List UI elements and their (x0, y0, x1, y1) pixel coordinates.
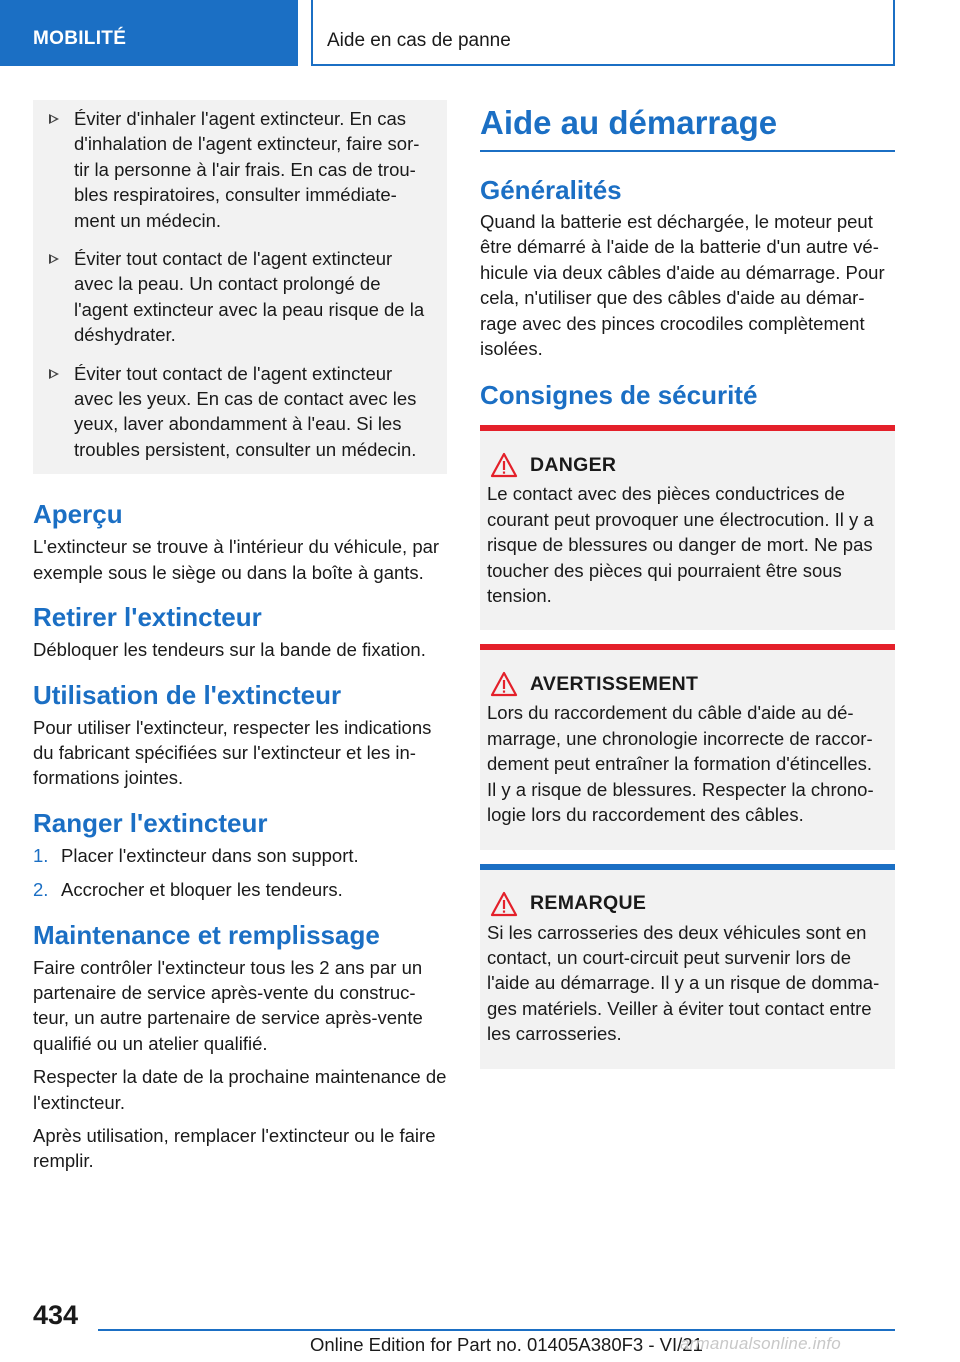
heading-consignes: Consignes de sécurité (480, 380, 758, 411)
step-number: 2. (33, 879, 49, 901)
generalites-text: Quand la batterie est déchargée, le moteur peut être démarré à l'aide de la batterie d'un autre vé-hicule via deux câbles d'aide au démarrage. Pour cela, n'utiliser que des câbles d'aide au démar-rage avec des pinces crocodiles complètement isolées. (480, 211, 885, 360)
maintenance-text: Après utilisation, remplacer l'extincteur ou le faire remplir. (33, 1124, 436, 1172)
page-header (0, 0, 960, 66)
utilisation-text: Pour utiliser l'extincteur, respecter les indications du fabricant spécifiées sur l'extincteur et les in-formations jointes. (33, 716, 432, 789)
page-number: 434 (33, 1300, 79, 1330)
avertissement-box (480, 644, 895, 849)
apercu-text: L'extincteur se trouve à l'intérieur du véhicule, par exemple sous le siège ou dans la boîte à gants. (33, 536, 440, 583)
right-column (480, 100, 895, 1069)
maintenance-text: Faire contrôler l'extincteur tous les 2 ans par un partenaire de service après-vente du construc-teur, un autre partenaire de service après-vente qualifié ou un atelier qualifié. (33, 956, 423, 1054)
triangle-bullet-icon (49, 369, 59, 379)
left-column (33, 100, 447, 1174)
remarque-title: REMARQUE (530, 892, 647, 914)
remarque-text: Si les carrosseries des deux véhicules sont en contact, un court-circuit peut survenir lors de l'aide au démarrage. Il y a un risque de domma-ges matériels. Veiller à éviter tout contact entre les carrosseries. (487, 921, 880, 1045)
retirer-text: Débloquer les tendeurs sur la bande de fixation. (33, 639, 426, 661)
danger-box (480, 425, 895, 630)
edition-text: Online Edition for Part no. 01405A380F3 - VI/21 (310, 1334, 703, 1355)
list-item: 2. Accrocher et bloquer les tendeurs. (33, 877, 447, 902)
maintenance-text: Respecter la date de la prochaine maintenance de l'extincteur. (33, 1066, 447, 1113)
warning-triangle-icon (490, 891, 518, 917)
heading-ranger: Ranger l'extincteur (33, 807, 268, 838)
heading-aide-demarrage: Aide au démarrage (480, 100, 895, 152)
danger-text: Le contact avec des pièces conductrices de courant peut provoquer une électrocution. Il y a risque de blessures ou danger de mort. Ne pas toucher des pièces qui pourraient être sous tension. (487, 483, 874, 607)
heading-retirer: Retirer l'extincteur (33, 602, 262, 633)
heading-maintenance: Maintenance et remplissage (33, 919, 380, 950)
section-label: MOBILITÉ (33, 28, 127, 49)
heading-apercu: Aperçu (33, 499, 123, 530)
safety-note-box (33, 100, 447, 474)
avertissement-text: Lors du raccordement du câble d'aide au dé-marrage, une chronologie incorrecte de raccor-dement peut entraîner la formation d'étincelles. Il y a risque de blessures. Respecter la chrono-logie lors du raccordement des câbles. (487, 702, 874, 826)
triangle-bullet-icon (49, 114, 59, 124)
avertissement-title: AVERTISSEMENT (530, 672, 699, 695)
triangle-bullet-icon (49, 254, 59, 264)
footer-divider (98, 1329, 895, 1331)
watermark-text: armanualsonline.info (680, 1334, 841, 1353)
list-item: Éviter d'inhaler l'agent extincteur. En cas d'inhalation de l'agent extincteur, faire sor-tir la personne à l'air frais. En cas de trou-bles respiratoires, consulter immédiate-ment un médecin. (43, 106, 433, 233)
list-item: Éviter tout contact de l'agent extincteur avec les yeux. En cas de contact avec les yeux, laver abondamment à l'eau. Si les troubles persistent, consulter un médecin. (43, 361, 433, 463)
list-item: Éviter tout contact de l'agent extincteur avec la peau. Un contact prolongé de l'agent extincteur avec la peau risque de la déshydrater. (43, 246, 433, 348)
heading-utilisation: Utilisation de l'extincteur (33, 679, 342, 710)
heading-generalites: Généralités (480, 175, 622, 205)
ranger-steps (33, 843, 447, 903)
list-item: 1. Placer l'extincteur dans son support. (33, 843, 447, 868)
warning-triangle-icon (490, 452, 518, 478)
safety-bullet-list (43, 106, 433, 462)
section-tab (0, 0, 298, 66)
chapter-tab (311, 0, 895, 66)
warning-triangle-icon (490, 671, 518, 697)
remarque-box (480, 864, 895, 1069)
danger-title: DANGER (530, 453, 617, 476)
step-number: 1. (33, 844, 49, 866)
chapter-label: Aide en cas de panne (327, 30, 511, 51)
